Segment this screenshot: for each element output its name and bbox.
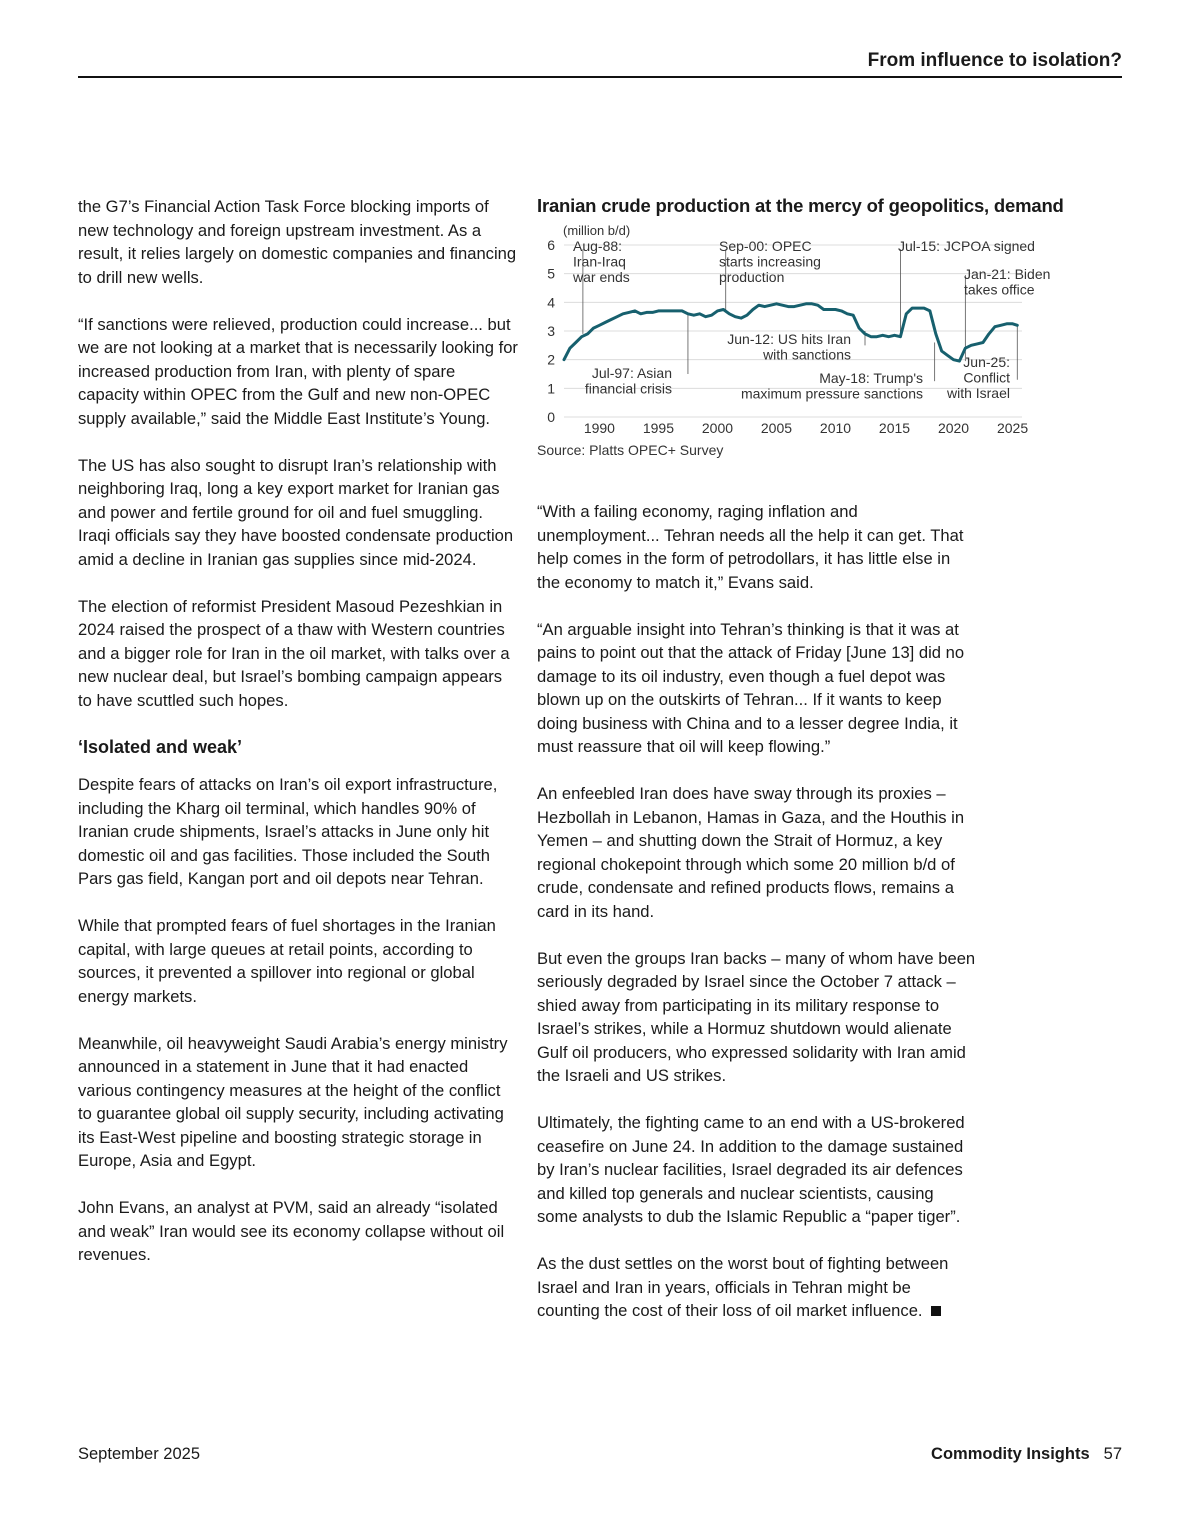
- x-tick-label: 1995: [642, 420, 675, 435]
- y-tick-label: 2: [547, 351, 555, 368]
- paragraph: the G7’s Financial Action Task Force blocking imports of new technology and foreign upstream investment. As a result, it relies largely on domestic companies and financing to drill new wells.: [78, 197, 517, 287]
- paragraph: The US has also sought to disrupt Iran’s relationship with neighboring Iraq, long a key export market for Iranian gas and power and fertile ground for oil and fuel smuggling. Iraqi officials say they have boosted condensate production amid a decline in Iranian gas supplies since mid-2024.: [78, 455, 514, 569]
- paragraph: An enfeebled Iran does have sway through its proxies – Hezbollah in Lebanon, Hamas in Gaza, and the Houthis in Yemen – and shutting down the Strait of Hormuz, a key regional chokepoint through which some 20 million b/d of crude, condensate and refined products flows, remains a card in its hand.: [537, 784, 965, 921]
- footer-brand: Commodity Insights: [931, 1445, 1090, 1463]
- paragraph: While that prompted fears of fuel shortages in the Iranian capital, with large queues at retail points, according to sources, it prevented a spillover into regional or global energy markets.: [78, 916, 496, 1006]
- y-tick-label: 0: [547, 409, 555, 425]
- y-tick-label: 4: [547, 294, 555, 311]
- footer-brand-page: [931, 1445, 1122, 1464]
- annotation-label: with sanctions: [763, 346, 851, 363]
- running-header-title: From influence to isolation?: [867, 50, 1122, 71]
- annotation-label: Jun-25:: [963, 354, 1010, 370]
- annotation-label: May-18: Trump's: [819, 370, 923, 386]
- x-tick-label: 2005: [760, 420, 793, 435]
- y-axis-label: (million b/d): [563, 223, 631, 238]
- paragraph: John Evans, an analyst at PVM, said an already “isolated and weak” Iran would see its economy collapse without oil revenues.: [78, 1198, 505, 1264]
- annotation-label: with Israel: [946, 385, 1010, 401]
- annotation-label: Iran-Iraq: [573, 253, 626, 270]
- annotation-label: Jan-21: Biden: [964, 266, 1051, 282]
- y-tick-label: 3: [547, 323, 555, 339]
- paragraph: Meanwhile, oil heavyweight Saudi Arabia’s energy ministry announced in a statement in June that it had enacted various contingency measures at the height of the conflict to guarantee global oil supply security, including activating its East-West pipeline and boosting strategic storage in Europe, Asia and Egypt.: [78, 1033, 508, 1170]
- paragraph: Ultimately, the fighting came to an end with a US-brokered ceasefire on June 24. In addition to the damage sustained by Iran’s nuclear facilities, Israel degraded its air defences and killed top generals and nuclear scientists, causing some analysts to dub the Islamic Republic a “paper tiger”.: [537, 1113, 965, 1226]
- end-of-article-mark: [931, 1306, 941, 1316]
- chart-title: Iranian crude production at the mercy of geopolitics, demand: [537, 195, 1064, 216]
- annotation-label: takes office: [964, 281, 1035, 298]
- annotation-label: Jul-97: Asian: [591, 365, 672, 381]
- paragraph: But even the groups Iran backs – many of whom have been seriously degraded by Israel since the October 7 attack – shied away from participating in its military response to Israel’s strikes, while a Hormuz shutdown would alienate Gulf oil producers, who expressed solidarity with Iran amid the Israeli and US strikes.: [537, 948, 976, 1085]
- annotation-label: Aug-88:: [573, 238, 623, 254]
- paragraph: “With a failing economy, raging inflation and unemployment... Tehran needs all the help it can get. That help comes in the form of petrodollars, it has little else in the economy to match it,” Evans said.: [537, 502, 964, 592]
- x-tick-label: 1990: [583, 420, 615, 435]
- annotation-label: starts increasing: [719, 253, 821, 270]
- chart-source: Source: Platts OPEC+ Survey: [537, 442, 724, 458]
- paragraph: “An arguable insight into Tehran’s thinking is that it was at pains to point out that the attack of Friday [June 13] did no damage to its oil industry, even though a fuel depot was blown up on the outskirts of Tehran... If it wants to keep doing business with China and to a lesser degree India, it must reassure that oil will keep flowing.”: [537, 619, 965, 756]
- x-tick-label: 2025: [996, 420, 1029, 435]
- annotation-label: Jul-15: JCPOA signed: [898, 238, 1035, 254]
- x-tick-label: 2000: [701, 420, 734, 435]
- annotation-label: maximum pressure sanctions: [740, 385, 923, 402]
- production-line-chart: [537, 217, 1077, 435]
- x-tick-label: 2020: [937, 420, 970, 435]
- paragraph-final: [537, 1252, 977, 1323]
- left-column: [78, 195, 518, 1290]
- annotation-label: war ends: [573, 269, 630, 285]
- annotation-label: Sep-00: OPEC: [719, 238, 812, 254]
- y-tick-label: 6: [547, 237, 555, 253]
- annotation-label: financial crisis: [584, 380, 672, 397]
- section-subheading: ‘Isolated and weak’: [78, 736, 243, 757]
- final-paragraph-text: As the dust settles on the worst bout of fighting between Israel and Iran in years, officials in Tehran might be counting the cost of their loss of oil market influence.: [537, 1254, 949, 1320]
- annotation-label: Jun-12: US hits Iran: [727, 331, 851, 347]
- y-tick-label: 5: [547, 265, 555, 282]
- right-column: [537, 500, 977, 1346]
- paragraph: Despite fears of attacks on Iran’s oil export infrastructure, including the Kharg oil terminal, which handles 90% of Iranian crude shipments, Israel’s attacks in June only hit domestic oil and gas facilities. Those included the South Pars gas field, Kangan port and oil depots near Tehran.: [78, 775, 498, 888]
- y-tick-label: 1: [547, 380, 555, 397]
- annotation-label: Conflict: [963, 369, 1010, 386]
- header-rule: [78, 76, 1122, 78]
- x-tick-label: 2015: [878, 420, 911, 435]
- chart-figure: [537, 195, 1077, 458]
- annotation-label: production: [719, 269, 785, 285]
- x-tick-label: 2010: [819, 420, 852, 435]
- paragraph: The election of reformist President Masoud Pezeshkian in 2024 raised the prospect of a thaw with Western countries and a bigger role for Iran in the oil market, with talks over a new nuclear deal, but Israel’s bombing campaign appears to have scuttled such hopes.: [78, 596, 510, 710]
- page-number: 57: [1103, 1445, 1122, 1463]
- paragraph: “If sanctions were relieved, production could increase... but we are not looking at a market that is necessarily looking for increased production from Iran, with plenty of spare capacity within OPEC from the Gulf and new non-OPEC supply available,” said the Middle East Institute’s Young.: [78, 314, 518, 428]
- footer-date: September 2025: [78, 1445, 201, 1463]
